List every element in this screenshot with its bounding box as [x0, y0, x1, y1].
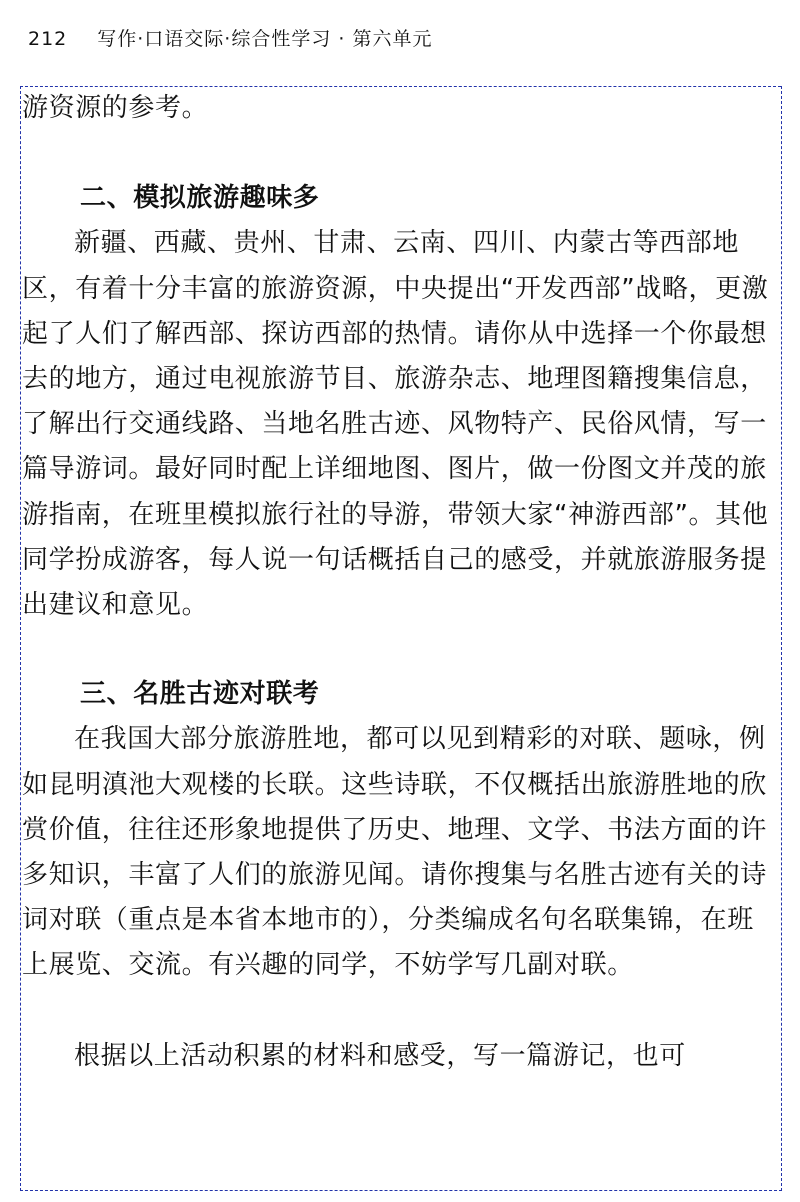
section-heading-3: 三、名胜古迹对联考: [80, 679, 320, 710]
spacer: [22, 131, 778, 176]
page-content: [22, 86, 778, 1079]
section-heading-2: 二、模拟旅游趣味多: [80, 183, 320, 214]
spacer: [22, 628, 778, 672]
spacer: [22, 989, 778, 1034]
bottom-continuation: 根据以上活动积累的材料和感受，写一篇游记，也可: [74, 1040, 686, 1071]
page-number: 212: [28, 28, 68, 50]
page-header: [28, 24, 432, 51]
section-body-2: 新疆、西藏、贵州、甘肃、云南、四川、内蒙古等西部地区，有着十分丰富的旅游资源，中央提出“开发西部”战略，更激起了人们了解西部、探访西部的热情。请你从中选择一个你最想去的地方，通过电视旅游节目、旅游杂志、地理图籍搜集信息，了解出行交通线路、当地名胜古迹、风物特产、民俗风情，写一篇导游词。最好同时配上详细地图、图片，做一份图文并茂的旅游指南，在班里模拟旅行社的导游，带领大家“神游西部”。其他同学扮成游客，每人说一句话概括自己的感受，并就旅游服务提出建议和意见。: [22, 228, 769, 621]
section-title: 写作·口语交际·综合性学习 · 第六单元: [97, 28, 433, 50]
section-body-3: 在我国大部分旅游胜地，都可以见到精彩的对联、题咏，例如昆明滇池大观楼的长联。这些诗联，不仅概括出旅游胜地的欣赏价值，往往还形象地提供了历史、地理、文学、书法方面的许多知识，丰富了人们的旅游见闻。请你搜集与名胜古迹有关的诗词对联（重点是本省本地市的），分类编成名句名联集锦，在班上展览、交流。有兴趣的同学，不妨学写几副对联。: [22, 724, 767, 981]
continuation-text: 游资源的参考。: [22, 93, 209, 123]
